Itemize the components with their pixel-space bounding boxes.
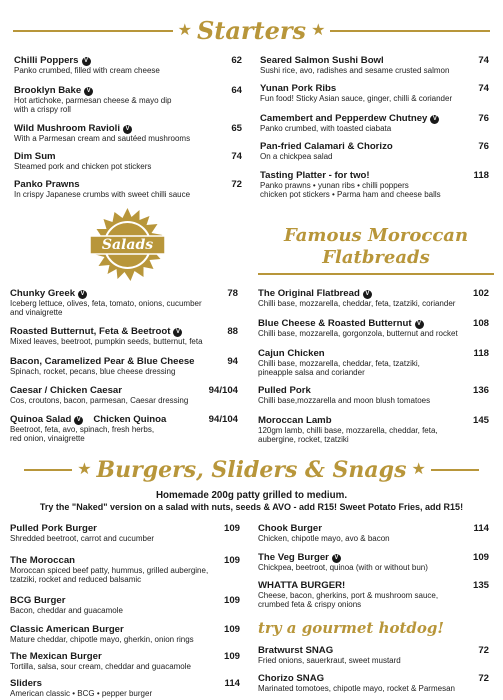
menu-item-description: Panko crumbed, with toasted ciabata (260, 124, 392, 133)
burgers-note-2: Try the "Naked" version on a salad with nuts, seeds & AVO - add R15! Sweet Potato Fries, add R15! (39, 502, 464, 512)
menu-item (10, 356, 195, 376)
menu-item-name (258, 385, 430, 396)
menu-item-description: Bacon, cheddar and guacamole (10, 606, 123, 615)
menu-item-name (260, 141, 393, 152)
menu-item (14, 151, 151, 171)
menu-item-price: 74 (478, 55, 489, 66)
menu-item-description: Cos, croutons, bacon, parmesan, Caesar dressing (10, 396, 189, 405)
menu-item-description: Steamed pork and chicken pot stickers (14, 162, 152, 171)
menu-item-description: aubergine, rocket, tzatziki (258, 435, 349, 444)
menu-item-description: American classic • BCG • pepper burger (10, 689, 153, 698)
menu-item-price: 109 (223, 624, 240, 635)
menu-item-price: 94/104 (208, 414, 238, 425)
menu-item-description: On a chickpea salad (260, 152, 333, 161)
starters-header (0, 18, 503, 44)
menu-item (258, 348, 420, 377)
menu-item-name (258, 645, 401, 656)
burgers-header (0, 455, 503, 485)
menu-item-description: tzatziki, rocket and reduced balsamic (10, 575, 142, 584)
menu-item-name-text: Cajun Chicken (258, 348, 325, 359)
menu-item (10, 414, 166, 443)
menu-item-name (10, 678, 152, 689)
menu-item-price: 114 (473, 523, 489, 534)
menu-item (10, 651, 191, 671)
menu-item-description: Panko prawns • yunan ribs • chilli poppers (260, 181, 409, 190)
menu-item-price: 88 (227, 326, 238, 337)
menu-item-description: Mixed leaves, beetroot, pumpkin seeds, butternut, feta (10, 337, 203, 346)
vegetarian-icon: V (173, 328, 182, 337)
menu-item (10, 555, 208, 584)
menu-item-name-text: Bratwurst SNAG (258, 645, 334, 656)
menu-item-description: Chilli base,mozzarella and moon blush tomatoes (258, 396, 431, 405)
menu-item-name-text: Blue Cheese & Roasted Butternut (258, 318, 412, 329)
star-icon: ★ (77, 461, 92, 478)
vegetarian-icon: V (430, 115, 439, 124)
vegetarian-icon: V (363, 290, 372, 299)
menu-item-name-text: Brooklyn Bake (14, 85, 82, 96)
divider (258, 273, 494, 275)
menu-item-price: 109 (223, 523, 240, 534)
menu-item-price: 109 (223, 555, 240, 566)
menu-item-name-text: Chook Burger (258, 523, 322, 534)
flatbreads-title-line1: Famous Moroccan (283, 225, 469, 246)
menu-item-name-text: The Veg Burger (258, 552, 329, 563)
menu-item-description: Tortilla, salsa, sour cream, cheddar and guacamole (10, 662, 191, 671)
menu-item-name-text: Dim Sum (14, 151, 56, 162)
star-icon: ★ (311, 22, 326, 39)
menu-item-description: Moroccan spiced beef patty, hummus, grilled aubergine, (10, 566, 209, 575)
menu-item (258, 288, 455, 308)
menu-item-price: 102 (472, 288, 489, 299)
menu-item-description: Fried onions, sauerkraut, sweet mustard (258, 656, 401, 665)
menu-item (14, 179, 190, 199)
menu-item-description: Shredded beetroot, carrot and cucumber (10, 534, 155, 543)
menu-item (14, 55, 160, 75)
menu-item (258, 552, 428, 572)
menu-item-price: 72 (231, 179, 242, 190)
menu-item-price: 136 (472, 385, 489, 396)
menu-item-price: 64 (231, 85, 242, 96)
menu-item-name (258, 673, 455, 684)
menu-item-name-text: The Moroccan (10, 555, 76, 566)
menu-item-description: Chickpea, beetroot, quinoa (with or without bun) (258, 563, 428, 572)
menu-item-name (14, 123, 190, 134)
menu-item-description: Panko crumbed, filled with cream cheese (14, 66, 160, 75)
menu-item-name-text: Panko Prawns (14, 179, 80, 190)
starters-title: Starters (196, 16, 307, 45)
menu-item-price: 72 (478, 673, 489, 684)
menu-item-name (10, 555, 208, 566)
menu-item-price: 94 (227, 356, 238, 367)
divider (13, 30, 173, 32)
menu-item-name-text: Pan-fried Calamari & Chorizo (260, 141, 393, 152)
divider (330, 30, 490, 32)
menu-item-name-text: Tasting Platter - for two! (260, 170, 370, 181)
menu-item-name-text: Chorizo SNAG (258, 673, 325, 684)
menu-item-price: 94/104 (208, 385, 238, 396)
menu-item-name-text: Camembert and Pepperdew Chutney (260, 113, 428, 124)
menu-item-description: 120gm lamb, chilli base, mozzarella, cheddar, feta, (258, 426, 438, 435)
menu-item-name (14, 179, 190, 190)
menu-item-name-text: Moroccan Lamb (258, 415, 332, 426)
menu-item-name (258, 552, 428, 563)
divider (24, 469, 72, 471)
menu-item-description: In crispy Japanese crumbs with sweet chilli sauce (14, 190, 191, 199)
menu-item-name (10, 595, 123, 606)
menu-item-description: red onion, vinaigrette (10, 434, 85, 443)
star-icon: ★ (411, 461, 426, 478)
menu-item-price: 62 (231, 55, 242, 66)
menu-item-price: 74 (231, 151, 242, 162)
flatbreads-header (258, 225, 494, 275)
hotdog-title: try a gourmet hotdog! (258, 619, 444, 637)
menu-item-price: 65 (231, 123, 242, 134)
burgers-title: Burgers, Sliders & Snags (96, 457, 407, 483)
menu-item-price: 109 (223, 595, 240, 606)
menu-item-description: Cheese, bacon, gherkins, port & mushroom sauce, (258, 591, 439, 600)
menu-item-name-text: Quinoa Salad (10, 414, 72, 425)
menu-item (258, 645, 401, 665)
menu-item-name-text: Pulled Pork (258, 385, 311, 396)
menu-item-description: Iceberg lettuce, olives, feta, tomato, onions, cucumber (10, 299, 202, 308)
menu-item-name-text: Pulled Pork Burger (10, 523, 97, 534)
burgers-note-1: Homemade 200g patty grilled to medium. (155, 490, 348, 501)
menu-item (260, 141, 393, 161)
menu-item-name (260, 55, 449, 66)
menu-item (10, 385, 188, 405)
menu-item-name (10, 288, 202, 299)
menu-item (10, 624, 194, 644)
menu-item (258, 318, 458, 338)
menu-item-name-text: Seared Salmon Sushi Bowl (260, 55, 384, 66)
menu-item (258, 523, 390, 543)
vegetarian-icon: V (84, 87, 93, 96)
menu-item-price: 118 (473, 170, 489, 181)
menu-item-description: Sushi rice, avo, radishes and sesame crusted salmon (260, 66, 450, 75)
menu-item-price: 135 (472, 580, 489, 591)
menu-item-name (10, 523, 154, 534)
menu-item-description: chicken pot stickers • Parma ham and cheese balls (260, 190, 441, 199)
menu-item-description: pineapple salsa and coriander (258, 368, 365, 377)
menu-item-name (10, 356, 195, 367)
menu-item-name (258, 523, 390, 534)
menu-item-description: and vinaigrette (10, 308, 63, 317)
menu-item-name (258, 288, 455, 299)
menu-item-description: Chilli base, mozzarella, cheddar, feta, tzatziki, coriander (258, 299, 456, 308)
vegetarian-icon: V (82, 57, 91, 66)
menu-item-price: 72 (478, 645, 489, 656)
menu-item (10, 595, 123, 615)
salads-title: Salads (101, 237, 154, 253)
menu-item-description: Marinated tomotoes, chipotle mayo, rocket & Parmesan (258, 684, 455, 693)
menu-item (10, 326, 203, 346)
divider (431, 469, 479, 471)
menu-item-name (14, 85, 171, 96)
menu-item-name (10, 624, 194, 635)
menu-item-description: Spinach, rocket, pecans, blue cheese dressing (10, 367, 176, 376)
menu-item-description: Mature cheddar, chipotle mayo, gherkin, onion rings (10, 635, 194, 644)
menu-item-name (14, 151, 151, 162)
menu-item-price: 145 (472, 415, 489, 426)
menu-item (10, 288, 202, 317)
menu-item (258, 385, 430, 405)
menu-item-price: 76 (478, 141, 489, 152)
menu-item-name-text: Chilli Poppers (14, 55, 79, 66)
menu-item-description: With a Parmesan cream and sautéed mushrooms (14, 134, 191, 143)
menu-item-price: 109 (223, 651, 240, 662)
menu-item-name (10, 651, 191, 662)
menu-item-name-text: BCG Burger (10, 595, 66, 606)
vegetarian-icon: V (415, 320, 424, 329)
menu-item-price: 74 (478, 83, 489, 94)
menu-item-name (258, 348, 420, 359)
menu-item-name (260, 83, 452, 94)
menu-item-name-text: WHATTA BURGER! (258, 580, 346, 591)
menu-item-description: Chilli base, mozzarella, cheddar, feta, tzatziki, (258, 359, 420, 368)
menu-item-name-text: Sliders (10, 678, 42, 689)
menu-item (260, 170, 441, 199)
menu-item-name-text: The Mexican Burger (10, 651, 102, 662)
menu-item-name (10, 414, 166, 425)
menu-item-name (260, 170, 441, 181)
menu-item-name (258, 580, 438, 591)
menu-item-name-text: Roasted Butternut, Feta & Beetroot (10, 326, 171, 337)
menu-item-name-alt: Chicken Quinoa (93, 414, 167, 425)
menu-item-price: 76 (478, 113, 489, 124)
menu-item-description: Beetroot, feta, avo, spinach, fresh herbs, (10, 425, 155, 434)
menu-item-name (10, 385, 188, 396)
menu-item-name (258, 415, 438, 426)
menu-item-price: 118 (473, 348, 489, 359)
menu-item-description: Chicken, chipotle mayo, avo & bacon (258, 534, 390, 543)
menu-item (260, 83, 452, 103)
menu-item (10, 523, 154, 543)
menu-item-description: crumbed feta & crispy onions (258, 600, 362, 609)
menu-item-name-text: Chunky Greek (10, 288, 76, 299)
menu-item-description: Chilli base, mozzarella, gorgonzola, butternut and rocket (258, 329, 458, 338)
menu-item (258, 580, 438, 609)
menu-item-description: with a crispy roll (14, 105, 71, 114)
menu-item (258, 415, 438, 444)
salads-badge (80, 205, 175, 285)
menu-item-name (258, 318, 458, 329)
star-icon: ★ (177, 22, 192, 39)
menu-item (10, 678, 152, 698)
menu-item-name-text: Caesar / Chicken Caesar (10, 385, 122, 396)
menu-item-name-text: Yunan Pork Ribs (260, 83, 337, 94)
menu-item (14, 123, 190, 143)
vegetarian-icon: V (74, 416, 83, 425)
vegetarian-icon: V (123, 125, 132, 134)
menu-item (260, 55, 449, 75)
menu-item-price: 114 (224, 678, 240, 689)
menu-item-name (10, 326, 203, 337)
vegetarian-icon: V (78, 290, 87, 299)
menu-item-name (14, 55, 160, 66)
menu-item (260, 113, 439, 133)
menu-item-name-text: Bacon, Caramelized Pear & Blue Cheese (10, 356, 195, 367)
menu-item-name-text: Wild Mushroom Ravioli (14, 123, 120, 134)
flatbreads-title-line2: Flatbreads (322, 247, 430, 268)
menu-item (258, 673, 455, 693)
menu-item-description: Hot artichoke, parmesan cheese & mayo dip (14, 96, 172, 105)
menu-item-description: Fun food! Sticky Asian sauce, ginger, chilli & coriander (260, 94, 453, 103)
menu-item-name (260, 113, 439, 124)
menu-item-price: 108 (472, 318, 489, 329)
menu-item-price: 78 (227, 288, 238, 299)
menu-item-price: 109 (472, 552, 489, 563)
menu-item-name-text: Classic American Burger (10, 624, 124, 635)
menu-item-name-text: The Original Flatbread (258, 288, 360, 299)
menu-item (14, 85, 171, 114)
vegetarian-icon: V (332, 554, 341, 563)
